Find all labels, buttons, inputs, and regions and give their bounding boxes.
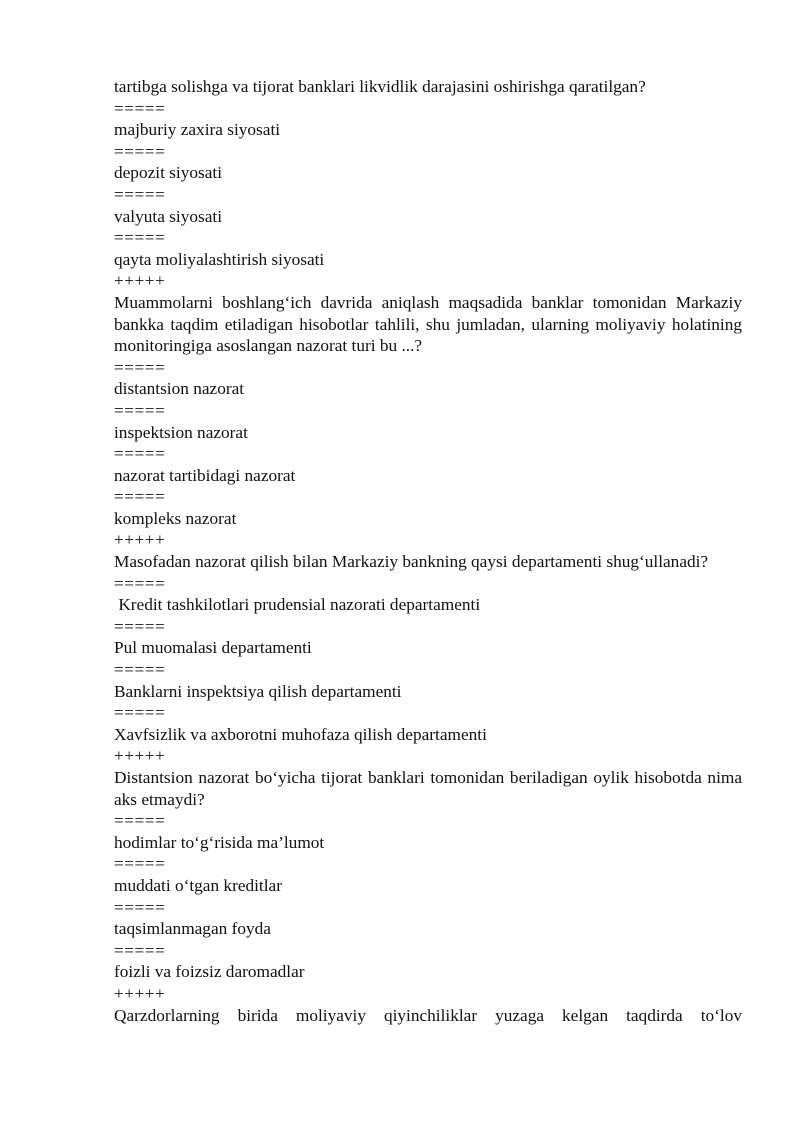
question-text: Muammolarni boshlang‘ich davrida aniqlash maqsadida banklar tomonidan Markaziy bankka taqdim etiladigan hisobotlar tahlili, shu jumladan, ularning moliyaviy holatining monitoringiga asoslangan nazorat turi bu ...? (114, 292, 742, 356)
question-separator: +++++ (114, 983, 166, 1003)
answer-option: depozit siyosati (114, 163, 222, 183)
option-separator: ===== (114, 616, 166, 636)
option-separator: ===== (114, 854, 166, 874)
question-continuation: tartibga solishga va tijorat banklari likvidlik darajasini oshirishga qaratilgan? (114, 77, 646, 96)
question-separator: +++++ (114, 530, 166, 550)
answer-option: Pul muomalasi departamenti (114, 638, 312, 658)
option-separator: ===== (114, 940, 166, 960)
question-text: Masofadan nazorat qilish bilan Markaziy bankning qaysi departamenti shug‘ullanadi? (114, 552, 709, 572)
answer-option: qayta moliyalashtirish siyosati (114, 249, 325, 269)
answer-option: majburiy zaxira siyosati (114, 120, 281, 140)
answer-option: muddati o‘tgan kreditlar (114, 875, 282, 895)
option-separator: ===== (114, 400, 166, 420)
answer-option: taqsimlanmagan foyda (114, 919, 271, 939)
question-text: Qarzdorlarning birida moliyaviy qiyinchiliklar yuzaga kelgan taqdirda to‘lov (114, 1005, 742, 1025)
document-page (114, 76, 742, 1026)
question-text: Distantsion nazorat bo‘yicha tijorat banklari tomonidan beriladigan oylik hisobotda nima aks etmaydi? (114, 768, 742, 809)
question-separator: +++++ (114, 271, 166, 291)
answer-option: distantsion nazorat (114, 379, 245, 399)
option-separator: ===== (114, 487, 166, 507)
option-separator: ===== (114, 811, 166, 831)
answer-option: nazorat tartibidagi nazorat (114, 465, 296, 485)
answer-option: hodimlar to‘g‘risida ma’lumot (114, 832, 325, 852)
option-separator: ===== (114, 357, 166, 377)
option-separator: ===== (114, 660, 166, 680)
option-separator: ===== (114, 573, 166, 593)
option-separator: ===== (114, 98, 166, 118)
question-separator: +++++ (114, 746, 166, 766)
answer-option: inspektsion nazorat (114, 422, 248, 442)
option-separator: ===== (114, 444, 166, 464)
answer-option: foizli va foizsiz daromadlar (114, 962, 305, 982)
answer-option: Kredit tashkilotlari prudensial nazorati departamenti (114, 595, 481, 615)
option-separator: ===== (114, 703, 166, 723)
option-separator: ===== (114, 141, 166, 161)
option-separator: ===== (114, 228, 166, 248)
answer-option: valyuta siyosati (114, 206, 222, 226)
option-separator: ===== (114, 897, 166, 917)
answer-option: Xavfsizlik va axborotni muhofaza qilish departamenti (114, 724, 487, 744)
option-separator: ===== (114, 184, 166, 204)
answer-option: kompleks nazorat (114, 508, 237, 528)
answer-option: Banklarni inspektsiya qilish departamenti (114, 681, 402, 701)
